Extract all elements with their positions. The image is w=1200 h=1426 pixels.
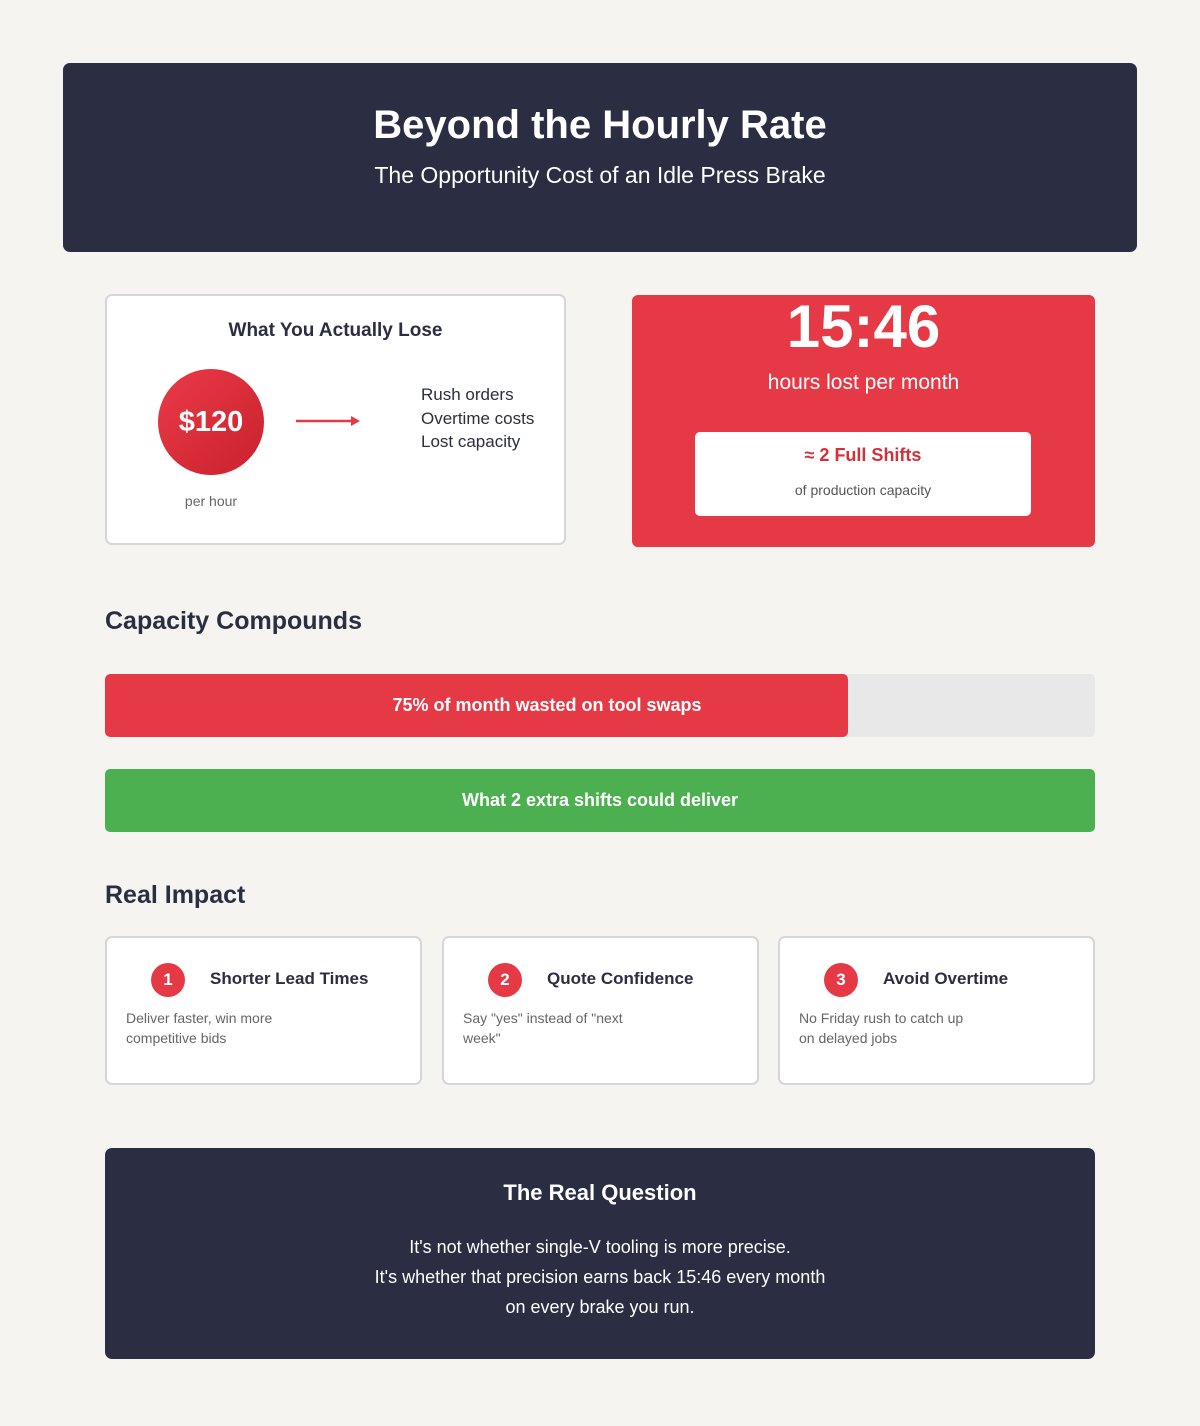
arrow-right-icon: [295, 413, 361, 429]
loss-card-title: What You Actually Lose: [228, 320, 443, 341]
loss-item: Overtime costs: [421, 408, 535, 428]
hours-lost-value: 15:46: [786, 293, 941, 360]
real-question-line: It's whether that precision earns back 15:46 every month: [374, 1267, 826, 1287]
impact-title: Avoid Overtime: [883, 969, 1009, 988]
loss-list: [421, 383, 534, 454]
impact-card: [105, 936, 422, 1085]
hourly-rate-circle: [158, 369, 264, 475]
impact-description: Say "yes" instead of "next week": [463, 1010, 623, 1046]
loss-item: Rush orders: [421, 385, 514, 404]
shifts-title: ≈ 2 Full Shifts: [804, 445, 922, 465]
impact-description: No Friday rush to catch up on delayed jobs: [799, 1010, 964, 1046]
capacity-section-title: Capacity Compounds: [105, 607, 362, 635]
shifts-subtitle: of production capacity: [794, 482, 932, 498]
impact-number-badge: 3: [824, 963, 858, 997]
real-question-line: on every brake you run.: [505, 1297, 695, 1317]
impact-description: Deliver faster, win more competitive bids: [126, 1010, 273, 1046]
hourly-rate-unit: per hour: [184, 493, 238, 509]
impact-title: Shorter Lead Times: [210, 969, 369, 988]
impact-card: [778, 936, 1095, 1085]
hours-lost-label: hours lost per month: [767, 371, 960, 394]
real-question-panel: [105, 1148, 1095, 1359]
impact-section-title: Real Impact: [105, 881, 246, 909]
loss-item: Lost capacity: [421, 432, 521, 451]
hours-lost-card: [632, 295, 1095, 547]
impact-title: Quote Confidence: [547, 969, 694, 988]
impact-card: [442, 936, 759, 1085]
impact-number-badge: 1: [151, 963, 185, 997]
impact-number-badge: 2: [488, 963, 522, 997]
header-banner: [63, 63, 1137, 252]
waste-progress-bar: [105, 674, 1095, 737]
waste-progress-label: 75% of month wasted on tool swaps: [392, 695, 702, 715]
extra-shifts-bar: What 2 extra shifts could deliver: [105, 769, 1095, 832]
loss-card: [105, 294, 566, 545]
real-question-title: The Real Question: [503, 1180, 697, 1205]
page-subtitle: The Opportunity Cost of an Idle Press Brake: [374, 162, 826, 188]
hourly-rate-value: $120: [178, 405, 244, 438]
page-title: Beyond the Hourly Rate: [373, 103, 827, 147]
shifts-box: [695, 432, 1031, 516]
real-question-line: It's not whether single-V tooling is more precise.: [409, 1237, 791, 1257]
